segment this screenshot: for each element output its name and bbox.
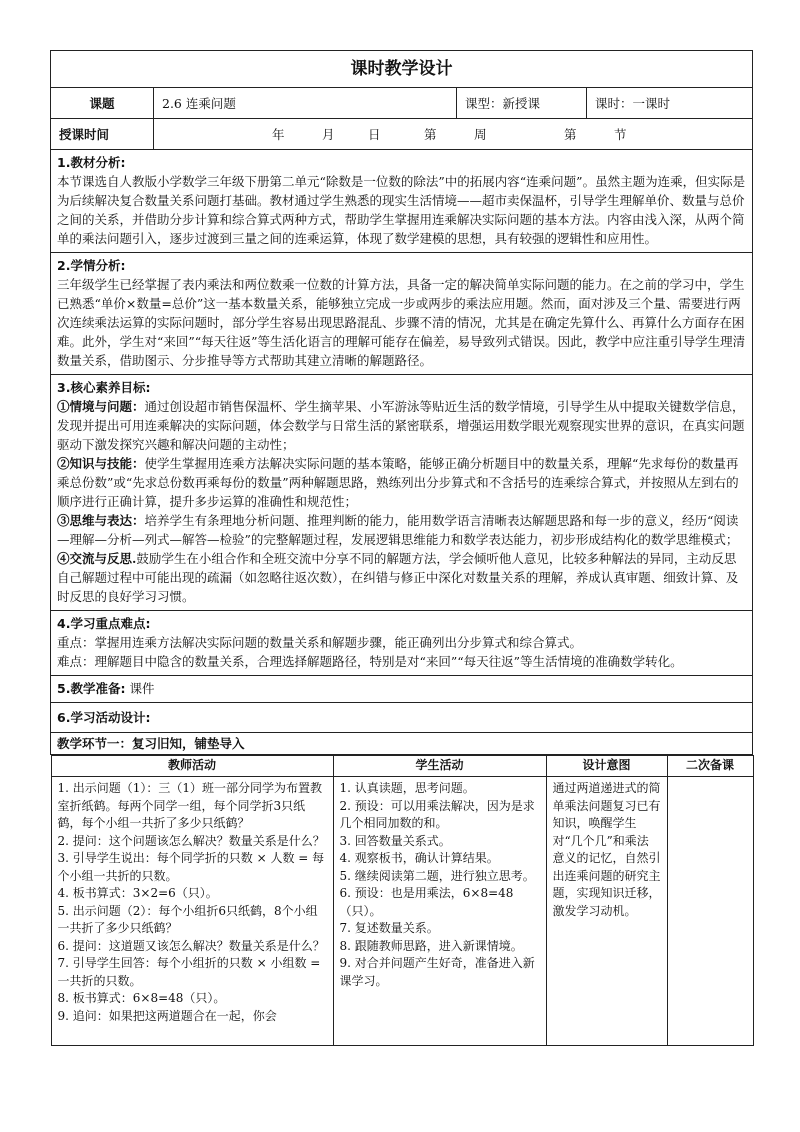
section-core-goals	[51, 375, 753, 611]
section-heading: 3.核心素养目标:	[57, 380, 151, 395]
time-month: 月	[322, 126, 335, 142]
section-text: 本节课选自人教版小学数学三年级下册第二单元“除数是一位数的除法”中的拓展内容“连乘问题”。虽然主题为连乘，但实际是为后续解决复合数量关系问题打基础。教材通过学生熟悉的现实生活情境——超市卖保温杯，引导学生理解单价、数量与总价之间的关系，并借助分步计算和综合算式两种方式，帮助学生掌握用连乘解决实际问题的基本方法。内容由浅入深，从两个简单的乘法问题引入，逐步过渡到三量之间的连乘运算，体现了数学建模的思想，具有较强的逻辑性和应用性。	[57, 174, 746, 246]
time-period-prefix: 第	[564, 126, 577, 142]
goal-text: 培养学生有条理地分析问题、推理判断的能力，能用数学语言清晰表达解题思路和每一步的意义，经历“阅读—理解—分析—列式—解答—检验”的完整解题过程，发展逻辑思维能力和数学表达能力，初步形成结构化的数学思维模式；	[57, 513, 739, 547]
student-step: 7. 复述数量关系。	[339, 921, 439, 935]
col-header-notes: 二次备课	[667, 756, 753, 777]
teacher-step: 7. 引导学生回答：每个小组折的只数 × 小组数 = 一共折的只数。	[57, 956, 321, 988]
teacher-activity	[51, 777, 333, 1046]
lesson-plan-table	[50, 50, 753, 1046]
goal-label: ①情境与问题：	[57, 399, 145, 414]
difficult-point: 难点：理解题目中隐含的数量关系，合理选择解题路径，特别是对“来回”“每天往返”等生活情境的准确数学转化。	[57, 654, 683, 669]
student-step: 2. 预设：可以用乘法解决，因为是求几个相同加数的和。	[339, 798, 535, 830]
time-day: 日	[368, 126, 381, 142]
section-preparation	[51, 676, 753, 703]
section-heading: 5.教学准备:	[57, 681, 126, 696]
student-step: 6. 预设：也是用乘法，6×8=48（只）。	[339, 886, 514, 918]
teacher-step: 1. 出示问题（1）：三（1）班一部分同学为布置教室折纸鹤。每两个同学一组，每个同学折3只纸鹤，每个小组一共折了多少只纸鹤？	[57, 781, 323, 830]
col-header-intent: 设计意图	[546, 756, 667, 777]
teacher-step: 4. 板书算式：3×2=6（只）。	[57, 886, 218, 900]
teacher-step: 3. 引导学生说出：每个同学折的只数 × 人数 = 每个小组一共折的只数。	[57, 851, 325, 883]
section-heading: 2.学情分析:	[57, 258, 126, 273]
time-week-prefix: 第	[424, 126, 437, 142]
teacher-step: 5. 出示问题（2）：每个小组折6只纸鹤，8个小组一共折了多少只纸鹤？	[57, 903, 318, 935]
preparation-value: 课件	[129, 681, 155, 696]
topic-value: 2.6 连乘问题	[154, 88, 457, 119]
second-preparation	[667, 777, 753, 1046]
goal-item	[57, 454, 746, 511]
goal-item	[57, 549, 746, 606]
student-step: 9. 对合并问题产生好奇，准备进入新课学习。	[339, 956, 535, 988]
section-material-analysis	[51, 150, 753, 253]
activity-table-wrap	[51, 755, 753, 1047]
goal-text: 通过创设超市销售保温杯、学生摘苹果、小军游泳等贴近生活的数学情境，引导学生从中提取关键数学信息，发现并提出可用连乘解决的实际问题，体会数学与日常生活的紧密联系，增强运用数学眼光观察现实世界的意识，在真实问题驱动下激发探究兴趣和解决问题的主动性；	[57, 399, 745, 452]
section-activity-design	[51, 703, 753, 733]
time-label: 授课时间	[51, 119, 154, 150]
lesson-type: 课型：新授课	[457, 88, 587, 119]
section-text: 三年级学生已经掌握了表内乘法和两位数乘一位数的计算方法，具备一定的解决简单实际问题的能力。在之前的学习中，学生已熟悉“单价×数量=总价”这一基本数量关系，能够独立完成一步或两步的乘法应用题。然而，面对涉及三个量、需要进行两次连续乘法运算的实际问题时，部分学生容易出现思路混乱、步骤不清的情况，尤其是在确定先算什么、再算什么方面存在困难。此外，学生对“来回”“每天往返”等生活化语言的理解可能存在偏差，易导致列式错误。因此，教学中应注重引导学生理清数量关系，借助图示、分步推导等方式帮助其建立清晰的解题路径。	[57, 277, 746, 368]
section-student-analysis	[51, 253, 753, 375]
lesson-hours: 课时：一课时	[587, 88, 753, 119]
section-heading: 1.教材分析:	[57, 155, 126, 170]
stage-title: 教学环节一：复习旧知，铺垫导入	[51, 733, 753, 755]
student-activity	[333, 777, 546, 1046]
teacher-step: 6. 提问：这道题又该怎么解决？数量关系是什么？	[57, 938, 325, 953]
section-key-points	[51, 611, 753, 676]
col-header-teacher: 教师活动	[51, 756, 333, 777]
student-step: 1. 认真读题，思考问题。	[339, 781, 475, 795]
col-header-student: 学生活动	[333, 756, 546, 777]
page-title: 课时教学设计	[51, 51, 753, 88]
goal-label: ②知识与技能：	[57, 456, 145, 471]
section-heading: 6.学习活动设计:	[57, 710, 151, 725]
design-intent: 通过两道递进式的简单乘法问题复习已有知识，唤醒学生对“几个几”和乘法意义的记忆，自然引出连乘问题的研究主题，实现知识迁移，激发学习动机。	[546, 777, 667, 1046]
teacher-step: 9. 追问：如果把这两道题合在一起，你会	[57, 1008, 277, 1023]
section-heading: 4.学习重点难点:	[57, 616, 151, 631]
goal-text: 使学生掌握用连乘方法解决实际问题的基本策略，能够正确分析题目中的数量关系，理解“先求每份的数量再乘总份数”或“先求总份数再乘每份的数量”两种解题思路，熟练列出分步算式和不含括号的连乘综合算式，并按照从左到右的顺序进行正确计算，提升多步运算的准确性和规范性；	[57, 456, 739, 509]
activity-table	[51, 755, 754, 1046]
topic-label: 课题	[51, 88, 154, 119]
goal-item	[57, 397, 746, 454]
goal-item	[57, 511, 746, 549]
goal-label: ④交流与反思.	[57, 551, 137, 566]
time-fields	[154, 119, 753, 150]
time-year: 年	[272, 126, 285, 142]
student-step: 4. 观察板书，确认计算结果。	[339, 851, 499, 865]
key-point: 重点：掌握用连乘方法解决实际问题的数量关系和解题步骤，能正确列出分步算式和综合算式。	[57, 635, 583, 650]
lesson-plan-sheet	[50, 50, 752, 1046]
teacher-step: 2. 提问：这个问题该怎么解决？数量关系是什么？	[57, 833, 325, 848]
student-step: 5. 继续阅读第二题，进行独立思考。	[339, 868, 535, 883]
time-week: 周	[474, 126, 487, 142]
teacher-step: 8. 板书算式：6×8=48（只）。	[57, 991, 226, 1005]
goal-label: ③思维与表达：	[57, 513, 145, 528]
time-period: 节	[614, 126, 627, 142]
student-step: 8. 跟随教师思路，进入新课情境。	[339, 938, 523, 953]
student-step: 3. 回答数量关系式。	[339, 833, 451, 848]
goal-text: 鼓励学生在小组合作和全班交流中分享不同的解题方法，学会倾听他人意见，比较多种解法的异同，主动反思自己解题过程中可能出现的疏漏（如忽略往返次数），在纠错与修正中深化对数量关系的理解，养成认真审题、细致计算、及时反思的良好学习习惯。	[57, 551, 739, 604]
